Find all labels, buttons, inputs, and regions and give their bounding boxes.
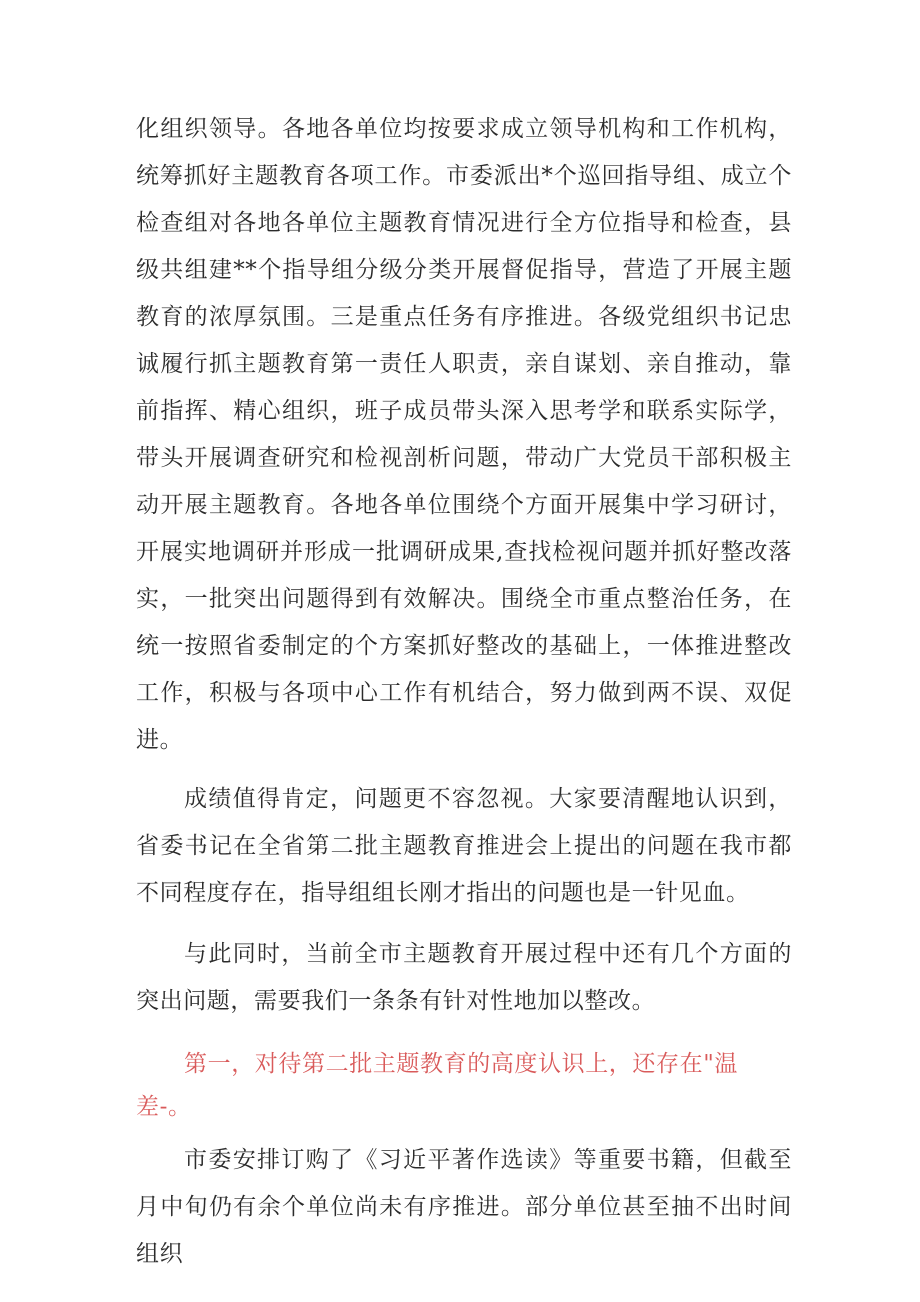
section-heading-line-2: 差-。: [136, 1094, 192, 1120]
paragraph-issues-overview: 与此同时，当前全市主题教育开展过程中还有几个方面的突出问题，需要我们一条条有针对性地加以整改。: [136, 941, 792, 1014]
paragraph-work-summary: 化组织领导。各地各单位均按要求成立领导机构和工作机构，统筹抓好主题教育各项工作。市委派出*个巡回指导组、成立个检查组对各地各单位主题教育情况进行全方位指导和检查，县级共组建**个指导组分级分类开展督促指导，营造了开展主题教育的浓厚氛围。三是重点任务有序推进。各级党组织书记忠诚履行抓主题教育第一责任人职责，亲自谋划、亲自推动，靠前指挥、精心组织，班子成员带头深入思考学和联系实际学，带头开展调查研究和检视剖析问题，带动广大党员干部积极主动开展主题教育。各地各单位围绕个方面开展集中学习研讨，开展实地调研并形成一批调研成果,查找检视问题并抓好整改落实，一批突出问题得到有效解决。围绕全市重点整治任务，在统一按照省委制定的个方案抓好整改的基础上，一体推进整改工作，积极与各项中心工作有机结合，努力做到两不误、双促进。: [136, 116, 792, 753]
section-heading-line-1: 第一，对待第二批主题教育的高度认识上，还存在"温: [184, 1051, 738, 1077]
document-body: [136, 106, 792, 1278]
paragraph-problems-intro: 成绩值得肯定，问题更不容忽视。大家要清醒地认识到，省委书记在全省第二批主题教育推进会上提出的问题在我市都不同程度存在，指导组组长刚才指出的问题也是一针见血。: [136, 786, 792, 906]
paragraph-books-ordered: 市委安排订购了《习近平著作选读》等重要书籍，但截至月中旬仍有余个单位尚未有序推进。部分单位甚至抽不出时间组织: [136, 1147, 792, 1267]
section-heading-first: [136, 1043, 744, 1129]
